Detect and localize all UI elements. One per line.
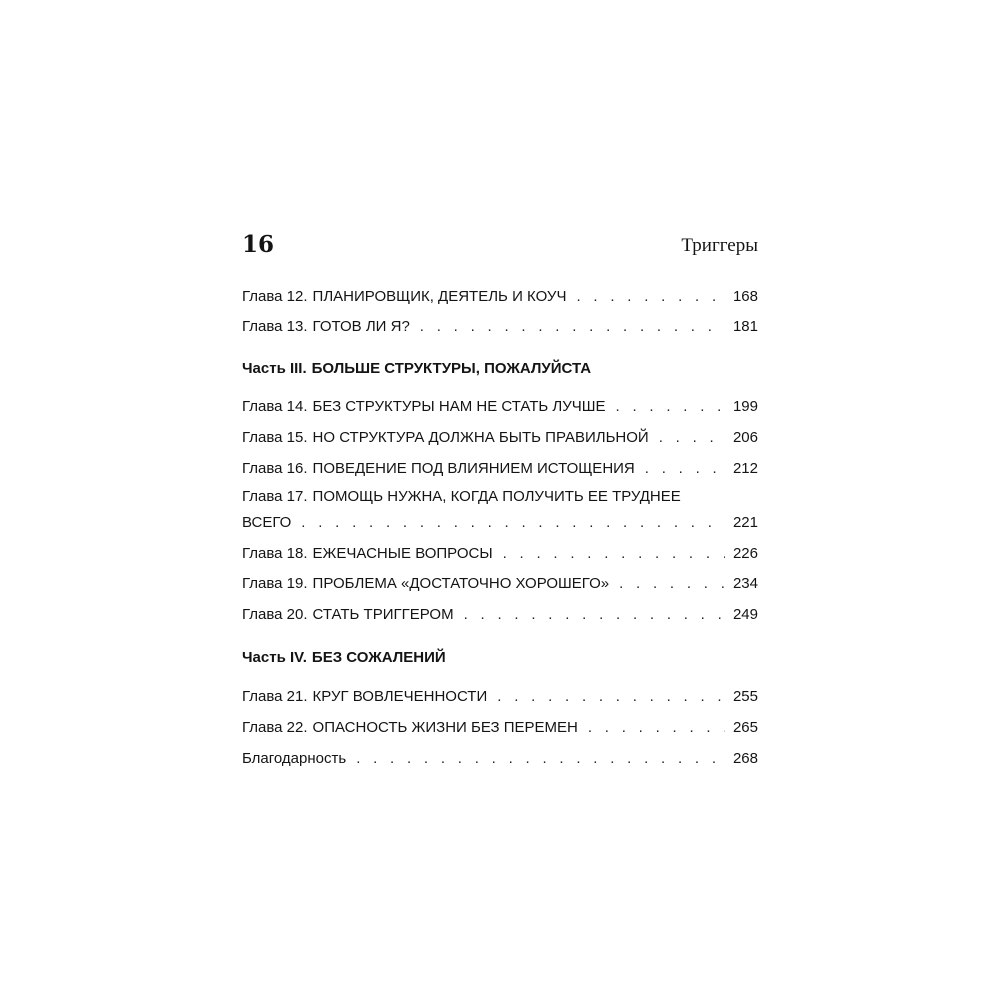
toc-entry-chapter-15[interactable] [242,424,758,448]
page-header [242,230,758,262]
chapter-page-number: 181 [732,318,758,335]
toc-part-4-heading [242,646,758,670]
chapter-title: ПОВЕДЕНИЕ ПОД ВЛИЯНИЕМ ИСТОЩЕНИЯ [312,460,635,477]
chapter-page-number: 226 [732,545,758,562]
acknowledgments-title: Благодарность [242,750,347,767]
toc-entry-chapter-12[interactable] [242,283,758,307]
part-title: БОЛЬШЕ СТРУКТУРЫ, ПОЖАЛУЙСТА [311,360,592,377]
chapter-title: БЕЗ СТРУКТУРЫ НАМ НЕ СТАТЬ ЛУЧШЕ [312,398,606,415]
toc-entry-chapter-18[interactable] [242,540,758,564]
chapter-label: Глава 21. [242,688,308,705]
toc-entry-chapter-17-line-1[interactable] [242,486,758,508]
chapter-label: Глава 17. [242,488,308,505]
dot-leader [619,574,725,594]
chapter-page-number: 206 [732,429,758,446]
chapter-label: Глава 16. [242,460,308,477]
chapter-page-number: 255 [732,688,758,705]
part-title: БЕЗ СОЖАЛЕНИЙ [311,649,446,666]
toc-part-3-heading [242,357,758,381]
page-number: 16 [242,231,275,258]
dot-leader [576,287,725,307]
toc-entry-chapter-19[interactable] [242,570,758,594]
chapter-page-number: 212 [732,460,758,477]
dot-leader [301,513,725,533]
toc-entry-chapter-17-line-2[interactable] [242,509,758,533]
dot-leader [588,718,725,738]
dot-leader [503,544,725,564]
dot-leader [616,397,725,417]
part-label: Часть III. [242,360,307,377]
toc-entry-chapter-22[interactable] [242,714,758,738]
chapter-page-number: 221 [732,514,758,531]
dot-leader [420,317,725,337]
part-label: Часть IV. [242,649,307,666]
chapter-title-continued: ВСЕГО [242,514,292,531]
dot-leader [659,428,725,448]
toc-entry-chapter-13[interactable] [242,313,758,337]
toc-entry-chapter-20[interactable] [242,601,758,625]
chapter-title: НО СТРУКТУРА ДОЛЖНА БЫТЬ ПРАВИЛЬНОЙ [312,429,649,446]
chapter-page-number: 234 [732,575,758,592]
chapter-title: ПЛАНИРОВЩИК, ДЕЯТЕЛЬ И КОУЧ [312,288,567,305]
chapter-label: Глава 15. [242,429,308,446]
chapter-label: Глава 13. [242,318,308,335]
toc-entry-chapter-14[interactable] [242,393,758,417]
chapter-title: ГОТОВ ЛИ Я? [312,318,410,335]
chapter-title: ЕЖЕЧАСНЫЕ ВОПРОСЫ [312,545,493,562]
running-title: Триггеры [681,235,758,256]
dot-leader [464,605,725,625]
toc-entry-chapter-16[interactable] [242,455,758,479]
chapter-page-number: 199 [732,398,758,415]
chapter-page-number: 249 [732,606,758,623]
chapter-label: Глава 22. [242,719,308,736]
chapter-title: ОПАСНОСТЬ ЖИЗНИ БЕЗ ПЕРЕМЕН [312,719,578,736]
chapter-label: Глава 14. [242,398,308,415]
chapter-label: Глава 19. [242,575,308,592]
dot-leader [497,687,725,707]
chapter-title: ПОМОЩЬ НУЖНА, КОГДА ПОЛУЧИТЬ ЕЕ ТРУДНЕЕ [312,488,681,505]
acknowledgments-page-number: 268 [732,750,758,767]
chapter-title: СТАТЬ ТРИГГЕРОМ [312,606,454,623]
toc-entry-acknowledgments[interactable] [242,745,758,769]
chapter-label: Глава 20. [242,606,308,623]
dot-leader [645,459,725,479]
chapter-label: Глава 18. [242,545,308,562]
chapter-label: Глава 12. [242,288,308,305]
chapter-page-number: 265 [732,719,758,736]
chapter-title: КРУГ ВОВЛЕЧЕННОСТИ [312,688,488,705]
chapter-title: ПРОБЛЕМА «ДОСТАТОЧНО ХОРОШЕГО» [312,575,610,592]
dot-leader [356,749,725,769]
chapter-page-number: 168 [732,288,758,305]
toc-entry-chapter-21[interactable] [242,683,758,707]
